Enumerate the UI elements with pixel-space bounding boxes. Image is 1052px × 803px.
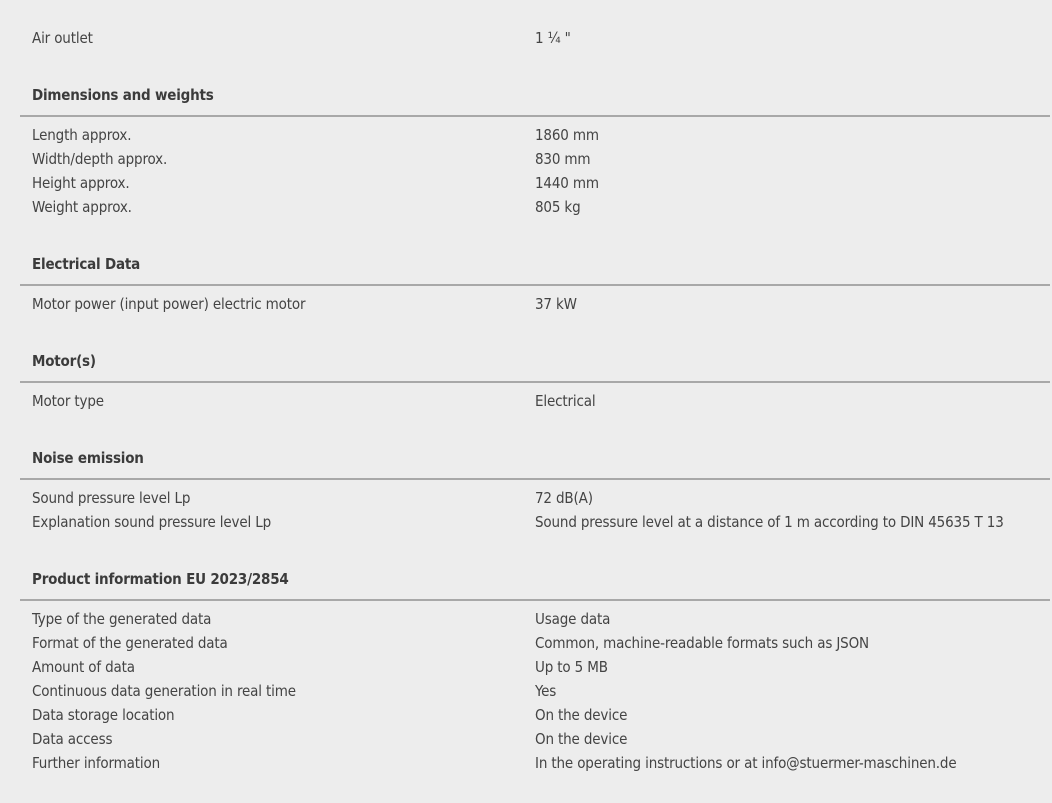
spec-label: Weight approx. <box>32 198 132 216</box>
spec-value: Electrical <box>535 392 596 410</box>
spec-row <box>20 607 1050 631</box>
section-electrical-data <box>20 247 1050 344</box>
spec-row <box>20 292 1050 316</box>
spec-label: Sound pressure level Lp <box>32 489 191 507</box>
spec-label: Further information <box>32 754 161 772</box>
spec-value: On the device <box>535 730 628 748</box>
spec-value: Yes <box>535 682 557 700</box>
spec-value: 1 ¼ " <box>535 29 571 47</box>
spec-label: Data storage location <box>32 706 175 724</box>
spec-label: Width/depth approx. <box>32 150 168 168</box>
section-rows <box>20 601 1050 803</box>
spec-label: Length approx. <box>32 126 132 144</box>
spec-value: Up to 5 MB <box>535 658 608 676</box>
spec-label: Continuous data generation in real time <box>32 682 296 700</box>
spec-value: Usage data <box>535 610 611 628</box>
spec-label: Type of the generated data <box>32 610 212 628</box>
spec-label: Format of the generated data <box>32 634 228 652</box>
spec-label: Amount of data <box>32 658 135 676</box>
spec-row <box>20 727 1050 751</box>
spec-value: On the device <box>535 706 628 724</box>
section-noise-emission <box>20 441 1050 562</box>
section-heading: Product information EU 2023/2854 <box>20 562 1050 601</box>
section-rows <box>20 383 1050 441</box>
spec-value: 805 kg <box>535 198 581 216</box>
spec-label: Data access <box>32 730 113 748</box>
spec-value: 72 dB(A) <box>535 489 593 507</box>
spec-row-air-outlet <box>20 26 1050 50</box>
spec-label: Height approx. <box>32 174 130 192</box>
technical-specifications-table <box>20 0 1050 803</box>
spec-row <box>20 631 1050 655</box>
section-heading: Noise emission <box>20 441 1050 480</box>
spec-value: Sound pressure level at a distance of 1 m according to DIN 45635 T 13 <box>535 513 1004 531</box>
section-heading: Dimensions and weights <box>20 78 1050 117</box>
spec-row <box>20 171 1050 195</box>
section-heading: Electrical Data <box>20 247 1050 286</box>
spec-row <box>20 123 1050 147</box>
section-product-information-eu <box>20 562 1050 803</box>
spec-row <box>20 147 1050 171</box>
spec-row <box>20 679 1050 703</box>
top-rows <box>20 26 1050 78</box>
section-rows <box>20 117 1050 247</box>
spec-label: Explanation sound pressure level Lp <box>32 513 272 531</box>
spec-value[interactable]: In the operating instructions or at info@stuermer-maschinen.de <box>535 754 957 772</box>
spec-value: Common, machine-readable formats such as JSON <box>535 634 870 652</box>
spec-row <box>20 195 1050 219</box>
spec-value: 1860 mm <box>535 126 599 144</box>
spec-row <box>20 510 1050 534</box>
section-heading: Motor(s) <box>20 344 1050 383</box>
spec-value: 1440 mm <box>535 174 599 192</box>
spec-row <box>20 389 1050 413</box>
spec-label: Motor type <box>32 392 104 410</box>
spec-label: Motor power (input power) electric motor <box>32 295 306 313</box>
spec-row <box>20 655 1050 679</box>
section-motors <box>20 344 1050 441</box>
spec-row <box>20 486 1050 510</box>
section-dimensions-and-weights <box>20 78 1050 247</box>
section-rows <box>20 286 1050 344</box>
spec-value: 37 kW <box>535 295 577 313</box>
spec-value: 830 mm <box>535 150 591 168</box>
spec-label: Air outlet <box>32 29 93 47</box>
spec-row <box>20 751 1050 775</box>
section-rows <box>20 480 1050 562</box>
spec-row <box>20 703 1050 727</box>
